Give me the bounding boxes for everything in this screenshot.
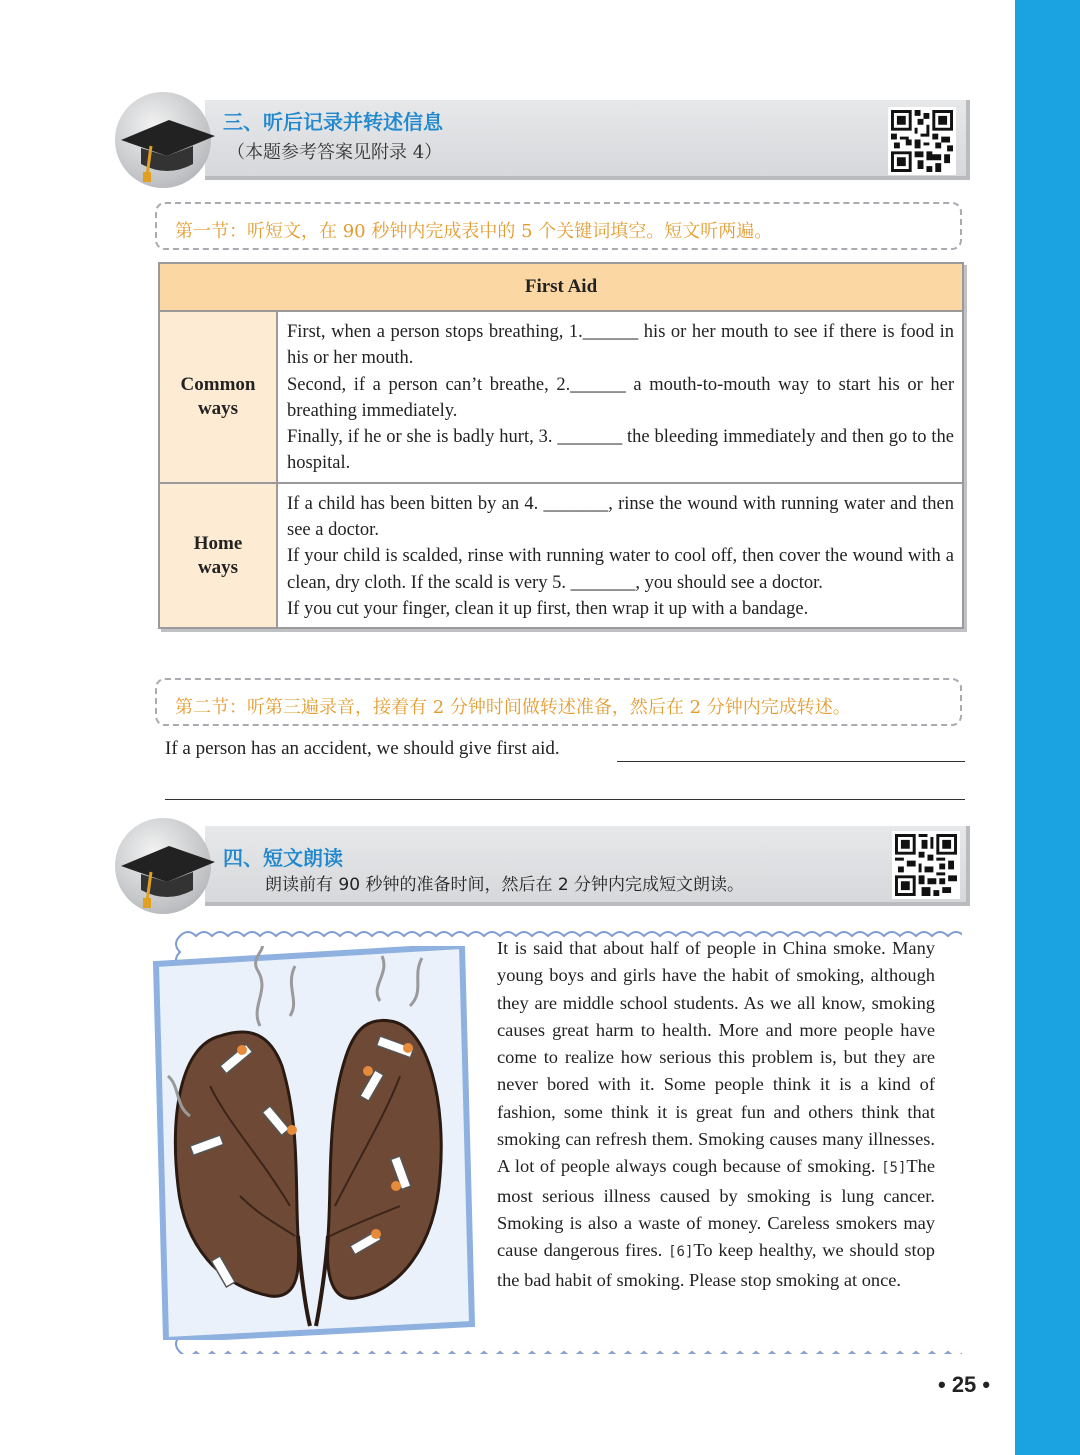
row-line: If a child has been bitten by an 4. _______, rinse the wound with running water and then see a doctor. bbox=[287, 493, 954, 541]
section3-title: 三、听后记录并转述信息 bbox=[223, 110, 443, 134]
section3-subtitle: （本题参考答案见附录 4） bbox=[227, 142, 443, 163]
row-line: First, when a person stops breathing, 1.______ his or her mouth to see if there is food in his or her mouth. bbox=[287, 322, 954, 369]
row-label-line: ways bbox=[197, 556, 239, 578]
part2-instruction: 第二节：听第三遍录音，接着有 2 分钟时间做转述准备，然后在 2 分钟内完成转述。 bbox=[155, 678, 962, 726]
graduation-cap-icon bbox=[117, 832, 217, 912]
row-label-common-ways bbox=[159, 311, 277, 483]
sentence-mark: [6] bbox=[668, 1244, 694, 1261]
graduation-cap-icon bbox=[117, 106, 217, 186]
row-content bbox=[277, 483, 963, 628]
qr-code-icon[interactable] bbox=[888, 107, 956, 175]
row-line: Finally, if he or she is badly hurt, 3. _______ the bleeding immediately and then go to the hospital. bbox=[287, 427, 954, 474]
retell-prompt: If a person has an accident, we should give first aid. bbox=[165, 738, 560, 759]
row-line: If your child is scalded, rinse with running water to cool off, then cover the wound with a clean, dry cloth. If the scald is very 5. _______, you should see a doctor. bbox=[287, 546, 954, 593]
section3-header bbox=[115, 92, 970, 184]
reading-passage bbox=[497, 935, 935, 1294]
answer-line[interactable] bbox=[165, 799, 965, 800]
table-row bbox=[159, 483, 963, 628]
row-label-line: ways bbox=[197, 397, 239, 419]
table-row bbox=[159, 311, 963, 483]
first-aid-table bbox=[158, 262, 964, 629]
passage-text: The most serious illness caused by smoking is lung cancer. Smoking is also a waste of money. Careless smokers may cause dangerous fires. bbox=[497, 1156, 935, 1261]
section4-title: 四、短文朗读 bbox=[223, 846, 343, 870]
row-line: If you cut your finger, clean it up first, then wrap it up with a bandage. bbox=[287, 598, 809, 619]
section4-instruction: 朗读前有 90 秒钟的准备时间，然后在 2 分钟内完成短文朗读。 bbox=[265, 875, 745, 895]
row-label-home-ways bbox=[159, 483, 277, 628]
answer-line[interactable] bbox=[617, 761, 965, 762]
qr-code-icon[interactable] bbox=[892, 831, 960, 899]
smoker-lungs-illustration bbox=[150, 946, 475, 1340]
row-content bbox=[277, 311, 963, 483]
section4-header bbox=[115, 818, 970, 910]
sentence-mark: [5] bbox=[881, 1160, 907, 1177]
row-line: Second, if a person can’t breathe, 2.______ a mouth-to-mouth way to start his or her breathing immediately. bbox=[287, 374, 954, 421]
passage-text: It is said that about half of people in China smoke. Many young boys and girls have the habit of smoking, although they are middle school students. As we all know, smoking causes great harm to health. More and more people have come to realize how serious this problem is, but they are never bored with it. Some people think it is a kind of fashion, some think it is great fun and others think that smoking can refresh them. Smoking causes many illnesses. A lot of people always cough because of smoking. bbox=[497, 938, 935, 1177]
page-side-bar bbox=[1015, 0, 1080, 1455]
row-label-line: Common bbox=[180, 373, 256, 395]
passage-text: To keep healthy, we should stop the bad habit of smoking. Please stop smoking at once. bbox=[497, 1240, 935, 1290]
table-header: First Aid bbox=[159, 263, 963, 311]
page-number: • 25 • bbox=[938, 1372, 991, 1397]
row-label-line: Home bbox=[193, 532, 243, 554]
part1-instruction: 第一节：听短文，在 90 秒钟内完成表中的 5 个关键词填空。短文听两遍。 bbox=[155, 202, 962, 250]
